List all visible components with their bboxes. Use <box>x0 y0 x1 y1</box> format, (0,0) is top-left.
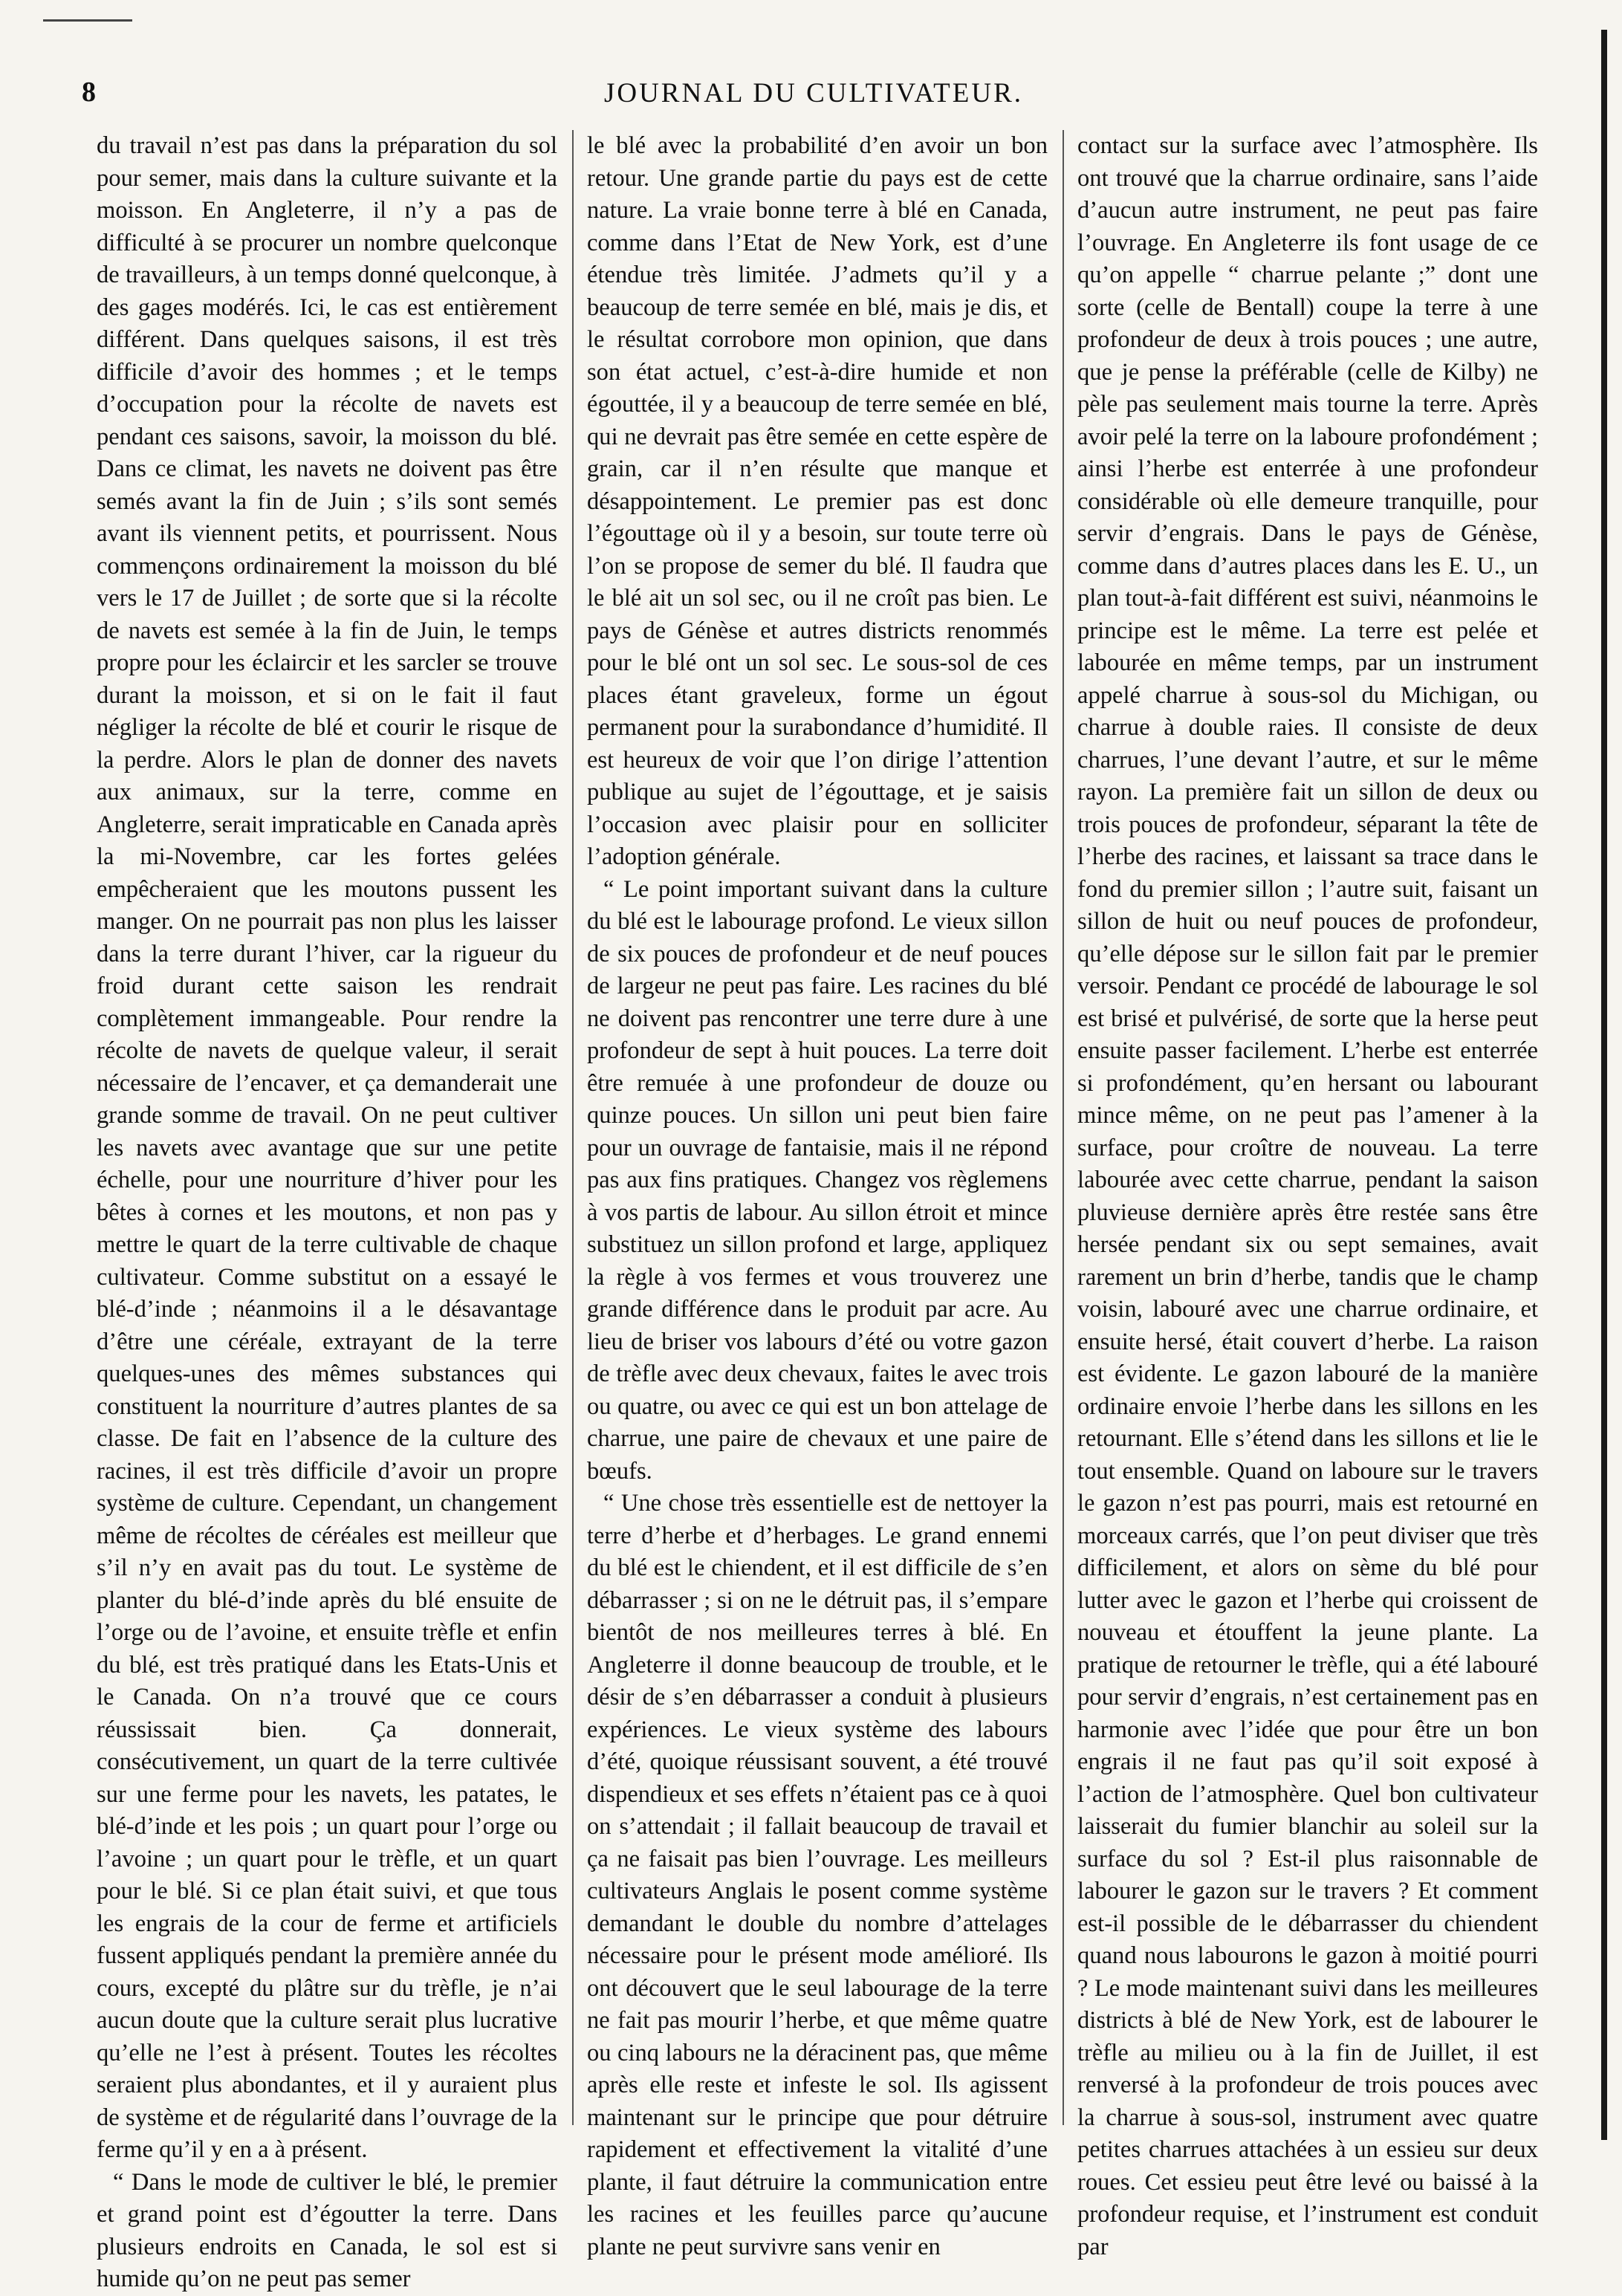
column-divider <box>572 130 574 2125</box>
paragraph: le blé avec la probabilité d’en avoir un bon retour. Une grande partie du pays est de cette nature. La vraie bonne terre à blé en Canada, comme dans l’Etat de New York, est d’une étendue très limitée. J’admets qu’il y a beaucoup de terre semée en blé, mais je dis, et le résultat corrobore mon opinion, que dans son état actuel, c’est-à-dire humide et non égouttée, il y a beaucoup de terre semée en blé, qui ne devrait pas être semée en cette espère de grain, car il n’en résulte que manque et désappointement. Le premier pas est donc l’égouttage où il y a besoin, sur toute terre où l’on se propose de semer du blé. Il faudra que le blé ait un sol sec, ou il ne croît pas bien. Le pays de Génèse et autres districts renommés pour le blé ont un sol sec. Le sous-sol de ces places étant graveleux, forme un égout permanent pour la surabondance d’humidité. Il est heureux de voir que l’on dirige l’attention publique au sujet de l’égouttage, et je saisis l’occasion avec plaisir pour en solliciter l’adoption générale. <box>587 132 1048 870</box>
paragraph: “ Une chose très essentielle est de nettoyer la terre d’herbe et d’herbages. Le grand ennemi du blé est le chiendent, et il est difficile de s’en débarrasser ; si on ne le détruit pas, il s’empare bientôt de nos meilleures terres à blé. En Angleterre il donne beaucoup de trouble, et le désir de s’en débarrasser a conduit à plusieurs expériences. Le vieux système des labours d’été, quoique réussisant souvent, a été trouvé dispendieux et ses effets n’étaient pas ce à quoi on s’attendait ; il fallait beaucoup de travail et ça ne faisait pas bien l’ouvrage. Les meilleurs cultivateurs Anglais le posent comme système demandant le double du nombre d’attelages nécessaire pour le présent mode amélioré. Ils ont découvert que le seul labourage de la terre ne fait pas mourir l’herbe, et que même quatre ou cinq labours ne la déracinent pas, que même après elle reste et infeste le sol. Ils agissent maintenant sur le principe que pour détruire rapidement et effectivement la vitalité d’une plante, il faut détruire la communication entre les racines et les feuilles parce qu’aucune plante ne peut survivre sans venir en <box>587 1490 1048 2260</box>
paragraph: “ Le point important suivant dans la culture du blé est le labourage profond. Le vieux sillon de six pouces de profondeur et de neuf pouces de largeur ne peut pas faire. Les racines du blé ne doivent pas rencontrer une terre dure à une profondeur de sept à huit pouces. La terre doit être remuée à une profondeur de douze ou quinze pouces. Un sillon uni peut bien faire pour un ouvrage de fantaisie, mais il ne répond pas aux fins pratiques. Changez vos règlemens à vos partis de labour. Au sillon étroit et mince substituez un sillon profond et large, appliquez la règle à vos fermes et vous trouverez une grande différence dans le produit par acre. Au lieu de briser vos labours d’été ou votre gazon de trèfle avec deux chevaux, faites le avec trois ou quatre, ou avec ce qui est un bon attelage de charrue, une paire de chevaux et une paire de bœufs. <box>587 875 1048 1485</box>
page-edge-bar <box>1601 30 1607 2140</box>
text-columns <box>97 130 1545 2292</box>
column-2 <box>587 130 1048 2260</box>
column-1 <box>97 130 557 2292</box>
page-header <box>82 76 1545 120</box>
paragraph: du travail n’est pas dans la préparation du sol pour semer, mais dans la culture suivante et la moisson. En Angleterre, il n’y a pas de difficulté à se procurer un nombre quelconque de travailleurs, à un temps donné quelconque, à des gages modérés. Ici, le cas est entièrement différent. Dans quelques saisons, il est très difficile d’avoir des hommes ; et le temps d’occupation pour la récolte de navets est pendant ces saisons, savoir, la moisson du blé. Dans ce climat, les navets ne doivent pas être semés avant la fin de Juin ; s’ils sont semés avant ils viennent petits, et pourrissent. Nous commençons ordinairement la moisson du blé vers le 17 de Juillet ; de sorte que si la récolte de navets est semée à la fin de Juin, le temps propre pour les éclaircir et les sarcler se trouve durant la moisson, et si on le fait il faut négliger la récolte de blé et courir le risque de la perdre. Alors le plan de donner des navets aux animaux, sur la terre, comme en Angleterre, serait impraticable en Canada après la mi-Novembre, car les fortes gelées empêcheraient que les moutons pussent les manger. On ne pourrait pas non plus les laisser dans la terre durant l’hiver, car la rigueur du froid durant cette saison les rendrait complètement immangeable. Pour rendre la récolte de navets de quelque valeur, il serait nécessaire de l’encaver, et ça demanderait une grande somme de travail. On ne peut cultiver les navets avec avantage que sur une petite échelle, pour une nourriture d’hiver pour les bêtes à cornes et les moutons, et non pas y mettre le quart de la terre cultivable de chaque cultivateur. Comme substitut on a essayé le blé-d’inde ; néanmoins il a le désavantage d’être une céréale, extrayant de la terre quelques-unes des mêmes substances qui constituent la nourriture d’autres plantes de sa classe. De fait en l’absence de la culture des racines, il est très difficile d’avoir un propre système de culture. Cependant, un changement même de récoltes de céréales est meilleur que s’il n’y en avait pas du tout. Le système de planter du blé-d’inde après du blé ensuite de l’orge ou de l’avoine, et ensuite trèfle et enfin du blé, est très pratiqué dans les Etats-Unis et le Canada. On n’a trouvé que ce cours réussissait bien. Ça donnerait, consécutivement, un quart de la terre cultivée sur une ferme pour les navets, les patates, le blé-d’inde et les pois ; un quart pour l’orge ou l’avoine ; un quart pour le trèfle, et un quart pour le blé. Si ce plan était suivi, et que tous les engrais de la cour de ferme et artificiels fussent appliqués pendant la première année du cours, excepté du plâtre sur du trèfle, je n’ai aucun doute que la culture serait plus lucrative qu’elle ne l’est à présent. Toutes les récoltes seraient plus abondantes, et il y auraient plus de système et de régularité dans l’ouvrage de la ferme qu’il y en a à présent. <box>97 132 557 2163</box>
paragraph: “ Dans le mode de cultiver le blé, le premier et grand point est d’égoutter la terre. Dans plusieurs endroits en Canada, le sol est si humide qu’on ne peut pas semer <box>97 2168 557 2292</box>
paragraph: contact sur la surface avec l’atmosphère. Ils ont trouvé que la charrue ordinaire, sans l’aide d’aucun autre instrument, ne peut pas faire l’ouvrage. En Angleterre ils font usage de ce qu’on appelle “ charrue pelante ;” dont une sorte (celle de Bentall) coupe la terre à une profondeur de deux à trois pouces ; une autre, que je pense la préférable (celle de Kilby) ne pèle pas seulement mais tourne la terre. Après avoir pelé la terre on la laboure profondément ; ainsi l’herbe est enterrée à une profondeur considérable où elle demeure tranquille, pour servir d’engrais. Dans le pays de Génèse, comme dans d’autres places dans les E. U., un plan tout-à-fait différent est suivi, néanmoins le principe est le même. La terre est pelée et labourée en même temps, par un instrument appelé charrue à sous-sol du Michigan, ou charrue à double raies. Il consiste de deux charrues, l’une devant l’autre, et sur le même rayon. La première fait un sillon de deux ou trois pouces de profondeur, séparant la tête de l’herbe des racines, et laissant sa trace dans le fond du premier sillon ; l’autre suit, faisant un sillon de huit ou neuf pouces de profondeur, qu’elle dépose sur le sillon fait par le premier versoir. Pendant ce procédé de labourage le sol est brisé et pulvérisé, de sorte que la herse peut ensuite passer facilement. L’herbe est enterrée si profondément, qu’en hersant ou labourant mince même, on ne peut pas l’amener à la surface, pour croître de nouveau. La terre labourée avec cette charrue, pendant la saison pluvieuse dernière après être restée sans être hersée pendant six ou sept semaines, avait rarement un brin d’herbe, tandis que le champ voisin, labouré avec une charrue ordinaire, et ensuite hersé, était couvert d’herbe. La raison est évidente. Le gazon labouré de la manière ordinaire envoie l’herbe dans les sillons en les retournant. Elle s’étend dans les sillons et lie le tout ensemble. Quand on laboure sur le travers le gazon n’est pas pourri, mais est retourné en morceaux carrés, que l’on peut diviser que très difficilement, et alors on sème du blé pour lutter avec le gazon et l’herbe qui croissent de nouveau et étouffent la jeune plante. La pratique de retourner le trèfle, qui a été labouré pour servir d’engrais, n’est certainement pas en harmonie avec l’idée que pour être un bon engrais il ne faut pas qu’il soit exposé à l’action de l’atmosphère. Quel bon cultivateur laisserait du fumier blanchir au soleil sur la surface du sol ? Est-il plus raisonnable de labourer le gazon sur le travers ? Et comment est-il possible de le débarrasser du chiendent quand nous labourons le gazon à moitié pourri ? Le mode maintenant suivi dans les meilleures districts à blé de New York, est de labourer le trèfle au milieu ou à la fin de Juillet, il est renversé à la profondeur de trois pouces avec la charrue à sous-sol, instrument avec quatre petites charrues attachées à un essieu sur deux roues. Cet essieu peut être levé ou baissé à la profondeur requise, et l’instrument est conduit par <box>1077 132 1538 2260</box>
column-divider <box>1063 130 1064 2125</box>
page-number: 8 <box>82 77 96 108</box>
journal-title: JOURNAL DU CULTIVATEUR. <box>603 78 1024 108</box>
column-3 <box>1077 130 1538 2260</box>
top-decorative-rule <box>43 19 132 22</box>
